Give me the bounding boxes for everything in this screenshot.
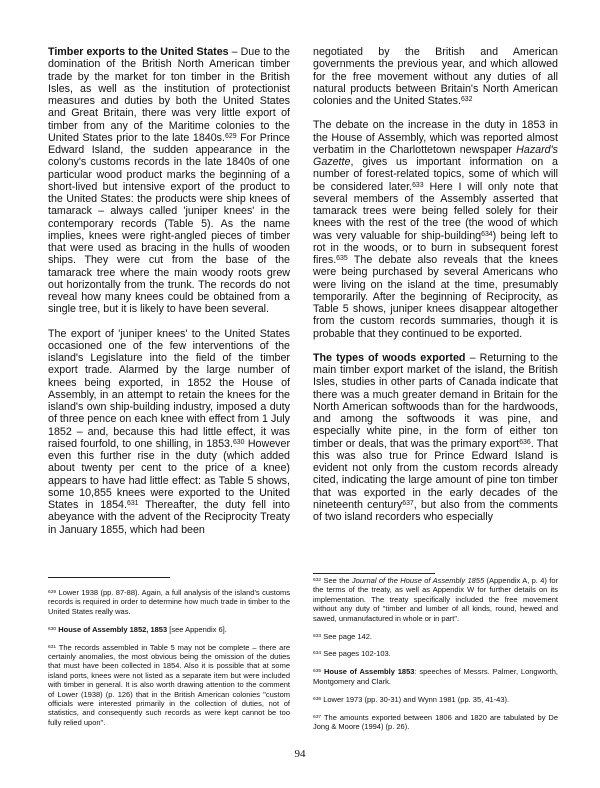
journal-title: Journal of the House of Assembly 1855 bbox=[351, 576, 485, 585]
footnote-634 bbox=[313, 649, 558, 658]
text: The export of 'juniper knees' to the United States occasioned one of the few interventions of the island's Legislature into the field of the timber export trade. Alarmed by the large number of knees being exported, in 1852 the House of Assembly, in an attempt to retain the knees for the island's own ship-building industry, imposed a duty of three pence on each knee with effect from 1 July 1852 – and, because this had little effect, it was raised fourfold, to one shilling, in 1853. bbox=[48, 327, 290, 450]
footnote-number: 631 bbox=[48, 644, 57, 650]
text: For Prince Edward Island, the sudden appearance in the colony's customs records in the late 1840s of one particular wood product marks the beginning of a short-lived but intensive export of the product to the United States: the products were ship knees of tamarack – always called 'juniper knees' in the contemporary records (Table 5). As the name implies, knees were right-angled pieces of timber that were used as bracing in the hulls of wooden ships. They were cut from the base of the tamarack tree where the main woody roots grew out horizontally from the trunk. The records do not reveal how many knees could be obtained from a single tree, but it is likely to have been several. bbox=[48, 131, 290, 316]
footnote-629 bbox=[48, 588, 290, 616]
text: The debate also reveals that the knees were being purchased by several Americans who were living on the island at the time, presumably temporarily. After the beginning of Reciprocity, as Table 5 shows, juniper knees disappear altogether from the custom records summaries, though it is probable that they continued to be exported. bbox=[313, 254, 558, 340]
footnote-ref-637[interactable]: 637 bbox=[402, 499, 414, 507]
paragraph-types-of-woods bbox=[313, 352, 558, 524]
footnote-ref-631[interactable]: 631 bbox=[126, 499, 139, 507]
footnote-631 bbox=[48, 643, 290, 728]
footnote-635 bbox=[313, 667, 558, 686]
footnote-text: See page 142. bbox=[321, 631, 372, 641]
footnote-source: House of Assembly 1853 bbox=[323, 667, 415, 677]
footnote-source: House of Assembly 1852, 1853 bbox=[58, 624, 168, 634]
paragraph-timber-exports bbox=[48, 46, 290, 316]
footnote-number: 637 bbox=[313, 714, 322, 720]
footnote-separator-right bbox=[313, 573, 435, 574]
dash: – bbox=[228, 46, 241, 58]
text: , gives us important information on a number of forest-related topics, some of which will be considered later. bbox=[313, 156, 558, 193]
text: The debate on the increase in the duty in 1853 in the House of Assembly, which was reported almost verbatim in the Charlottetown newspaper bbox=[313, 119, 558, 156]
footnote-text: (Appendix A, p. 4) for the terms of the treaty, as well as Appendix W for further details on its implementation. The treaty specifically included the free movement without any duty of "timber and lumber of all kinds, round, hewed and sawed, unmanufactured in whole or in part". bbox=[313, 576, 558, 623]
footnote-text: Lower 1938 (pp. 87-88). Again, a full analysis of the island's customs records is required in order to determine how much trade in timber to the United States really was. bbox=[48, 588, 290, 616]
right-column bbox=[313, 46, 558, 535]
footnote-ref-632[interactable]: 632 bbox=[460, 95, 473, 103]
footnote-632 bbox=[313, 576, 558, 623]
paragraph-juniper-knees bbox=[48, 328, 290, 536]
page-number: 94 bbox=[294, 748, 306, 760]
footnote-633 bbox=[313, 632, 558, 641]
footnote-ref-633[interactable]: 633 bbox=[412, 181, 424, 189]
footnotes-right bbox=[313, 576, 558, 740]
text: . That this was also true for Prince Edward Island is evident not only from the custom records already cited, indicating the large amount of pine ton timber that was exported in the early decades of the nineteenth century bbox=[313, 437, 558, 511]
text: Returning to the main timber export market of the island, the British Isles, studies in other parts of Canada indicate that there was a much greater demand in Britain for the North American softwoods than for the hardwoods, and among the softwoods it was pine, and especially white pine, in the form of either ton timber or deals, that was the primary export bbox=[313, 351, 558, 450]
paragraph-reciprocity bbox=[313, 46, 558, 107]
dash: – bbox=[465, 351, 480, 364]
newspaper-title: Hazard's Gazette bbox=[313, 143, 558, 168]
section-heading-timber-exports: Timber exports to the United States bbox=[48, 46, 229, 58]
footnote-number: 634 bbox=[313, 651, 322, 657]
section-heading-types-of-woods: The types of woods exported bbox=[313, 351, 466, 364]
text: ) being left to rot in the woods, or to burn in subsequent forest fires. bbox=[313, 229, 558, 266]
footnote-ref-629[interactable]: 629 bbox=[224, 132, 237, 140]
paragraph-debate bbox=[313, 119, 558, 340]
footnote-630 bbox=[48, 625, 290, 634]
footnote-text: The amounts exported between 1806 and 1820 are tabulated by De Jong & Moore (1994) (p. 26). bbox=[313, 712, 558, 731]
footnote-text: See the bbox=[321, 576, 352, 585]
text: Due to the domination of the British North American timber trade by the market for ton timber in the British Isles, as well as the institution of protectionist measures and duties by both the United States and Great Britain, there was very little export of timber from any of the Maritime colonies to the United States prior to the late 1840s. bbox=[48, 46, 290, 144]
text: However even this further rise in the duty (which added about twenty per cent to the price of a knee) appears to have had little effect: as Table 5 shows, some 10,855 knees were exported to the United States in 1854. bbox=[48, 437, 290, 511]
footnote-ref-634[interactable]: 634 bbox=[481, 230, 493, 238]
footnote-text: See pages 102-103. bbox=[321, 649, 391, 659]
footnote-separator-left bbox=[48, 577, 170, 578]
text: negotiated by the British and American governments the previous year, and which allowed for the free movement without any duties of all natural products between Britain's North American colonies and the United States. bbox=[313, 46, 558, 107]
footnote-ref-630[interactable]: 630 bbox=[232, 438, 245, 446]
left-column bbox=[48, 46, 290, 548]
text: Thereafter, the duty fell into abeyance with the advent of the Reciprocity Treaty in January 1855, which had been bbox=[48, 499, 290, 536]
footnote-number: 630 bbox=[48, 626, 57, 632]
footnote-text: : speeches of Messrs. Palmer, Longworth, Montgomery and Clark. bbox=[313, 667, 558, 686]
text: , but also from the comments of two island recorders who especially bbox=[313, 498, 558, 523]
footnote-number: 632 bbox=[313, 577, 322, 583]
footnote-number: 636 bbox=[313, 696, 322, 702]
footnote-text: The records assembled in Table 5 may not be complete – there are certainly anomalies, the most obvious being the omission of the duties that must have been collected in 1854. Also it is possible that at some island ports, knees were not listed as a separate item but were included with timber in general. It is also worth drawing attention to the comment of Lower (1938) (p. 126) that in the British American colonies "custom officials were interested primarily in the collection of duties, not of statistics, and consequently such records as were kept cannot be too fully relied upon". bbox=[48, 642, 290, 727]
footnote-637 bbox=[313, 713, 558, 732]
footnote-number: 629 bbox=[48, 589, 57, 595]
footnote-ref-636[interactable]: 636 bbox=[519, 438, 531, 446]
footnote-ref-635[interactable]: 635 bbox=[336, 254, 348, 262]
footnote-text: Lower 1973 (pp. 30-31) and Wynn 1981 (pp. 35, 41-43). bbox=[321, 694, 510, 704]
footnote-636 bbox=[313, 695, 558, 704]
text: Here I will only note that several members of the Assembly asserted that tamarack trees were being felled solely for their knees with the rest of the tree (the wood of which was very valuable for ship-building bbox=[313, 180, 558, 242]
footnote-text: [see Appendix 6]. bbox=[167, 624, 227, 634]
footnote-number: 633 bbox=[313, 633, 322, 639]
footnotes-left bbox=[48, 588, 290, 736]
footnote-number: 635 bbox=[313, 669, 322, 675]
